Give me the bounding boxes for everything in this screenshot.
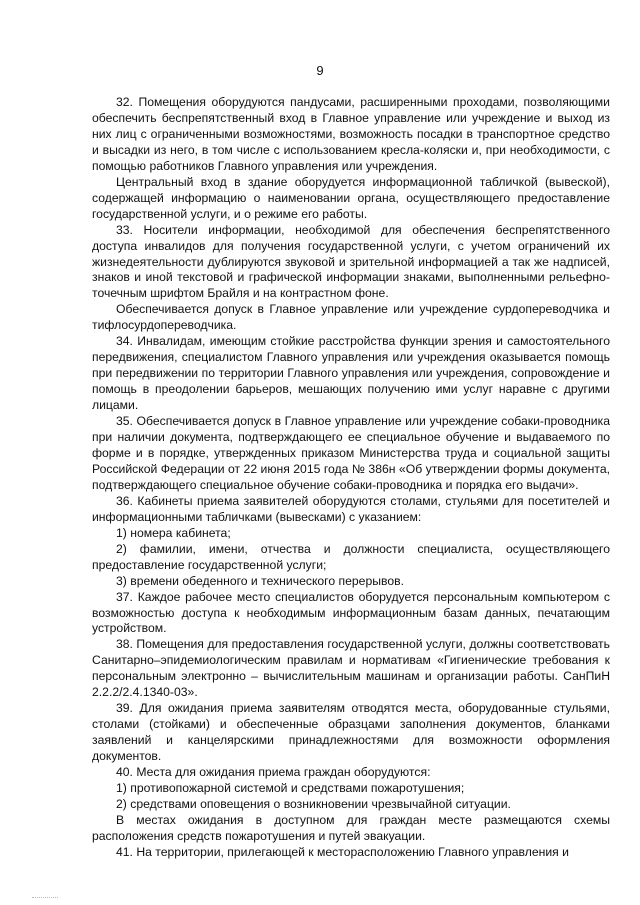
document-body [92, 95, 610, 861]
paragraph-33: 33. Носители информации, необходимой для обеспечения беспрепятственного доступа инвалидов для получения государственной услуги, с учетом ограничений их жизнедеятельности дублируются звуковой и зрительной информацией а так же надписей, знаков и иной текстовой и графической информации знаками, выполненными рельефно-точечным шрифтом Брайля и на контрастном фоне. [92, 222, 610, 301]
paragraph-41: 41. На территории, прилегающей к месторасположению Главного управления и [116, 844, 569, 859]
paragraph-sign-interpreter: Обеспечивается допуск в Главное управление или учреждение сурдопереводчика и тифлосурдопереводчика. [92, 302, 610, 333]
paragraph-37: 37. Каждое рабочее место специалистов оборудуется персональным компьютером с возможностью доступа к необходимым информационным базам данных, печатающим устройством. [92, 589, 610, 636]
paragraph-36: 36. Кабинеты приема заявителей оборудуются столами, стульями для посетителей и информационными табличками (вывесками) с указанием: [92, 493, 610, 524]
page-number: 9 [316, 63, 324, 78]
paragraph-38: 38. Помещения для предоставления государственной услуги, должны соответствовать Санитарно–эпидемиологическим правилам и нормативам «Гигиенические требования к персональным электронно – вычислительным машинам и организации работы. СанПиН 2.2.2/2.4.1340-03». [92, 637, 610, 700]
paragraph-32: 32. Помещения оборудуются пандусами, расширенными проходами, позволяющими обеспечить беспрепятственный вход в Главное управление или учреждение и выход из них лиц с ограниченными возможностями, возможность посадки в транспортное средство и высадки из него, в том числе с использованием кресла-коляски и, при необходимости, с помощью работников Главного управления или учреждения. [92, 95, 610, 173]
paragraph-evacuation-schemes: В местах ожидания в доступном для граждан месте размещаются схемы расположения средств пожаротушения и путей эвакуации. [92, 812, 610, 843]
list-item-36-2: 2) фамилии, имени, отчества и должности специалиста, осуществляющего предоставление государственной услуги; [92, 541, 610, 572]
paragraph-central-entrance: Центральный вход в здание оборудуется информационной табличкой (вывеской), содержащей информацию о наименовании органа, осуществляющего предоставление государственной услуги, и о режиме его работы. [92, 174, 610, 221]
paragraph-34: 34. Инвалидам, имеющим стойкие расстройства функции зрения и самостоятельного передвижения, специалистом Главного управления или учреждения оказывается помощь при передвижении по территории Главного управления или учреждения, сопровождение и помощь в преодолении барьеров, мешающих получению ими услуг наравне с другими лицами. [92, 334, 610, 413]
paragraph-40: 40. Места для ожидания приема граждан оборудуются: [116, 765, 431, 780]
list-item-36-3: 3) времени обеденного и технического перерывов. [116, 573, 404, 588]
list-item-40-1: 1) противопожарной системой и средствами пожаротушения; [116, 780, 465, 795]
list-item-36-1: 1) номера кабинета; [116, 525, 231, 540]
list-item-40-2: 2) средствами оповещения о возникновении чрезвычайной ситуации. [116, 796, 511, 811]
paragraph-35: 35. Обеспечивается допуск в Главное управление или учреждение собаки-проводника при наличии документа, подтверждающего ее специальное обучение и выдаваемого по форме и в порядке, утвержденных приказом Министерства труда и социальной защиты Российской Федерации от 22 июня 2015 года № 386н «Об утверждении формы документа, подтверждающего специальное обучение собаки-проводника и порядка его выдачи». [92, 414, 610, 492]
paragraph-39: 39. Для ожидания приема заявителям отводятся места, оборудованные стульями, столами (стойками) и обеспеченные образцами заполнения документов, бланками заявлений и канцелярскими принадлежностями для возможности оформления документов. [92, 701, 610, 764]
scan-artifact [32, 897, 58, 900]
